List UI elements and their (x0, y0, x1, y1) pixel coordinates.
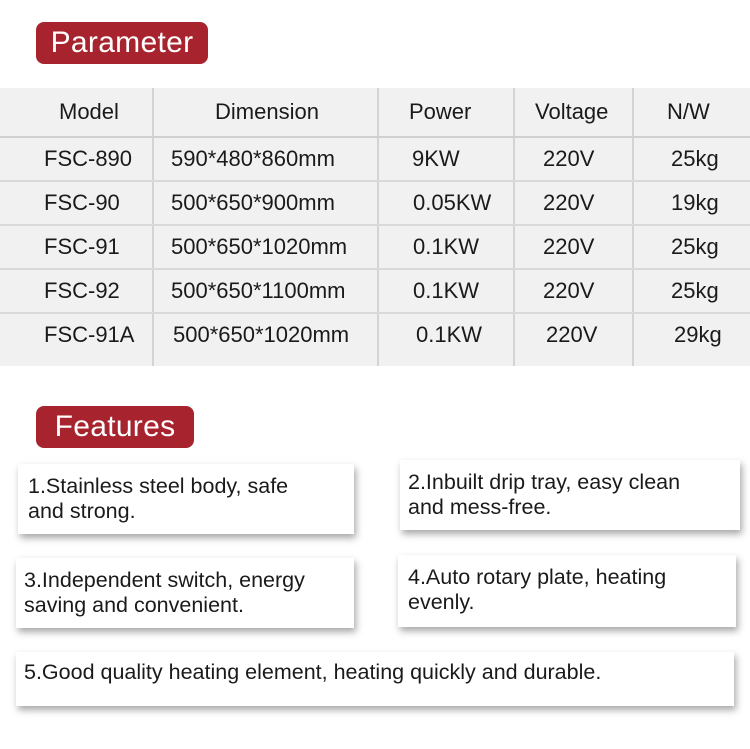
header-model: Model (59, 99, 119, 124)
parameter-table (0, 88, 750, 366)
cell-power: 9KW (412, 146, 460, 171)
cell-dimension: 500*650*1020mm (171, 234, 348, 259)
cell-voltage: 220V (546, 322, 598, 347)
cell-power: 0.1KW (413, 278, 480, 303)
header-power: Power (409, 99, 472, 124)
cell-model: FSC-890 (44, 146, 133, 171)
table-row (0, 314, 750, 356)
features-heading: Features (36, 406, 194, 448)
feature-text-line: evenly. (408, 590, 475, 614)
feature-card (16, 652, 734, 706)
header-voltage: Voltage (535, 99, 609, 124)
feature-card (16, 558, 354, 628)
cell-nw: 25kg (671, 278, 719, 303)
cell-voltage: 220V (543, 190, 595, 215)
cell-dimension: 590*480*860mm (171, 146, 335, 171)
cell-model: FSC-91 (44, 234, 120, 259)
feature-card (18, 464, 354, 534)
cell-nw: 25kg (671, 234, 719, 259)
cell-dimension: 500*650*900mm (171, 190, 335, 215)
feature-text-line: 2.Inbuilt drip tray, easy clean (408, 470, 681, 494)
cell-nw: 29kg (674, 322, 722, 347)
cell-voltage: 220V (543, 146, 595, 171)
parameter-heading: Parameter (36, 22, 208, 64)
table-header-row (0, 88, 750, 138)
feature-card (398, 555, 736, 627)
feature-text-line: and mess-free. (408, 495, 552, 519)
cell-power: 0.1KW (413, 234, 480, 259)
cell-voltage: 220V (543, 278, 595, 303)
cell-dimension: 500*650*1100mm (171, 278, 346, 303)
feature-text-line: 5.Good quality heating element, heating quickly and durable. (24, 660, 602, 684)
feature-text-line: 4.Auto rotary plate, heating (408, 565, 667, 589)
feature-text-line: 1.Stainless steel body, safe (28, 474, 289, 498)
cell-model: FSC-91A (44, 322, 135, 347)
table-row (0, 138, 750, 182)
feature-text-line: 3.Independent switch, energy (24, 568, 305, 592)
header-nw: N/W (667, 99, 710, 124)
feature-text-line: and strong. (28, 499, 136, 523)
cell-nw: 25kg (671, 146, 719, 171)
table-row (0, 226, 750, 270)
cell-model: FSC-90 (44, 190, 120, 215)
table-row (0, 182, 750, 226)
feature-card (400, 460, 740, 530)
header-dimension: Dimension (215, 99, 319, 124)
cell-model: FSC-92 (44, 278, 120, 303)
cell-voltage: 220V (543, 234, 595, 259)
cell-power: 0.1KW (416, 322, 483, 347)
cell-nw: 19kg (671, 190, 719, 215)
cell-power: 0.05KW (413, 190, 492, 215)
cell-dimension: 500*650*1020mm (173, 322, 350, 347)
feature-text-line: saving and convenient. (24, 593, 244, 617)
table-row (0, 270, 750, 314)
